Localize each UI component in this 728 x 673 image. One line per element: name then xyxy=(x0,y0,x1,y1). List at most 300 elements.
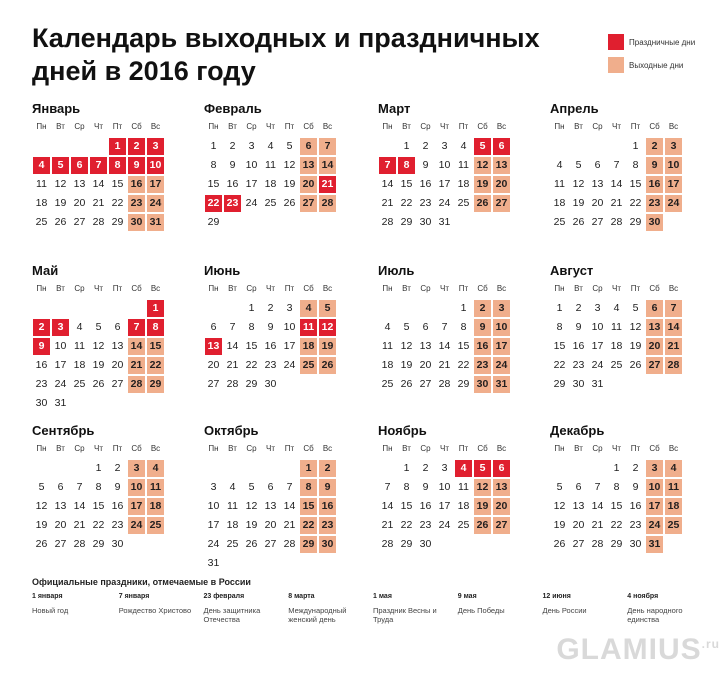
weekday-header: Пн xyxy=(208,122,219,131)
weekday-header: Вт xyxy=(56,284,65,293)
holiday-item xyxy=(627,593,711,624)
day-cell: 30 xyxy=(646,214,663,231)
month-name: Декабрь xyxy=(550,423,605,438)
day-cell: 22 xyxy=(400,519,413,531)
day-cell: 20 xyxy=(264,519,277,531)
day-cell: 22 xyxy=(205,195,222,212)
day-cell: 1 xyxy=(613,462,620,474)
weekday-header: Ср xyxy=(592,444,603,453)
day-cell: 29 xyxy=(400,216,413,228)
weekday-header: Вт xyxy=(402,122,411,131)
month-grid xyxy=(550,282,710,393)
day-cell: 6 xyxy=(210,321,217,333)
empty-cell xyxy=(379,138,396,155)
empty-cell xyxy=(417,300,434,317)
month-grid xyxy=(204,282,364,393)
day-cell: 31 xyxy=(493,376,510,393)
day-cell: 18 xyxy=(610,340,623,352)
day-cell: 21 xyxy=(226,359,239,371)
day-cell: 16 xyxy=(629,500,642,512)
day-cell: 2 xyxy=(128,138,145,155)
day-cell: 9 xyxy=(646,157,663,174)
day-cell: 17 xyxy=(128,498,145,515)
day-cell: 21 xyxy=(665,338,682,355)
day-cell: 2 xyxy=(422,140,429,152)
weekday-header: Сб xyxy=(303,444,314,453)
day-cell: 9 xyxy=(422,481,429,493)
weekday-header: Пн xyxy=(382,444,393,453)
weekday-header: Чт xyxy=(266,122,275,131)
weekday-header: Ср xyxy=(74,444,85,453)
day-cell: 30 xyxy=(419,538,432,550)
weekday-header: Вс xyxy=(150,122,161,131)
day-cell: 18 xyxy=(73,359,86,371)
day-cell: 26 xyxy=(474,195,491,212)
month-calendar xyxy=(32,422,192,553)
day-cell: 17 xyxy=(646,498,663,515)
day-cell: 17 xyxy=(438,178,451,190)
day-cell: 29 xyxy=(300,536,317,553)
weekday-header: Ср xyxy=(74,122,85,131)
day-cell: 31 xyxy=(207,557,220,569)
day-cell: 8 xyxy=(248,321,255,333)
day-cell: 8 xyxy=(613,481,620,493)
holiday-name: День защитника Отечества xyxy=(203,606,261,624)
day-cell: 5 xyxy=(632,302,639,314)
day-cell: 9 xyxy=(114,481,121,493)
day-cell: 25 xyxy=(73,378,86,390)
holiday-item xyxy=(373,593,457,624)
day-cell: 30 xyxy=(35,397,48,409)
day-cell: 4 xyxy=(229,481,236,493)
day-cell: 20 xyxy=(591,197,604,209)
day-cell: 17 xyxy=(147,176,164,193)
day-cell: 26 xyxy=(92,378,105,390)
weekday-header: Сб xyxy=(649,284,660,293)
day-cell: 27 xyxy=(493,195,510,212)
weekday-header: Чт xyxy=(266,444,275,453)
day-cell: 19 xyxy=(474,498,491,515)
day-cell: 2 xyxy=(33,319,50,336)
day-cell: 9 xyxy=(632,481,639,493)
day-cell: 13 xyxy=(73,178,86,190)
weekday-header: Чт xyxy=(94,284,103,293)
holiday-date: 8 марта xyxy=(288,593,315,600)
day-cell: 3 xyxy=(128,460,145,477)
day-cell: 27 xyxy=(572,538,585,550)
day-cell: 5 xyxy=(575,159,582,171)
day-cell: 29 xyxy=(207,216,220,228)
day-cell: 30 xyxy=(572,378,585,390)
day-cell: 29 xyxy=(629,216,642,228)
day-cell: 17 xyxy=(591,340,604,352)
day-cell: 12 xyxy=(92,340,105,352)
day-cell: 7 xyxy=(319,138,336,155)
day-cell: 3 xyxy=(594,302,601,314)
empty-cell xyxy=(71,138,88,155)
empty-cell xyxy=(224,460,241,477)
holiday-item xyxy=(288,593,372,624)
day-cell: 9 xyxy=(229,159,236,171)
empty-cell xyxy=(33,300,50,317)
day-cell: 7 xyxy=(229,321,236,333)
day-cell: 28 xyxy=(128,376,145,393)
day-cell: 7 xyxy=(613,159,620,171)
weekday-header: Сб xyxy=(477,444,488,453)
holiday-item xyxy=(458,593,542,624)
empty-cell xyxy=(589,138,606,155)
day-cell: 11 xyxy=(227,500,238,512)
weekday-header: Вс xyxy=(668,122,679,131)
weekday-header: Чт xyxy=(440,284,449,293)
day-cell: 11 xyxy=(147,479,164,496)
day-cell: 18 xyxy=(381,359,394,371)
day-cell: 24 xyxy=(245,197,258,209)
day-cell: 25 xyxy=(147,517,164,534)
day-cell: 4 xyxy=(460,140,467,152)
day-cell: 17 xyxy=(54,359,67,371)
day-cell: 20 xyxy=(54,519,67,531)
day-cell: 3 xyxy=(248,140,255,152)
day-cell: 19 xyxy=(245,519,258,531)
legend xyxy=(608,33,695,79)
day-cell: 17 xyxy=(245,178,258,190)
holiday-name: День Победы xyxy=(457,606,505,615)
day-cell: 11 xyxy=(36,178,47,190)
day-cell: 14 xyxy=(319,157,336,174)
weekday-header: Пт xyxy=(284,284,295,293)
day-cell: 20 xyxy=(111,359,124,371)
day-cell: 15 xyxy=(92,500,105,512)
weekday-header: Чт xyxy=(612,444,621,453)
day-cell: 13 xyxy=(572,500,585,512)
weekday-header: Вс xyxy=(322,284,333,293)
day-cell: 29 xyxy=(610,538,623,550)
day-cell: 2 xyxy=(632,462,639,474)
month-calendar xyxy=(550,422,710,553)
day-cell: 15 xyxy=(629,178,642,190)
weekday-header: Пн xyxy=(208,284,219,293)
day-cell: 5 xyxy=(248,481,255,493)
day-cell: 6 xyxy=(300,138,317,155)
day-cell: 13 xyxy=(419,340,432,352)
day-cell: 29 xyxy=(553,378,566,390)
day-cell: 8 xyxy=(95,481,102,493)
day-cell: 24 xyxy=(438,519,451,531)
day-cell: 25 xyxy=(457,197,470,209)
weekday-header: Вт xyxy=(574,444,583,453)
day-cell: 10 xyxy=(54,340,67,352)
day-cell: 1 xyxy=(403,462,410,474)
day-cell: 28 xyxy=(610,216,623,228)
day-cell: 10 xyxy=(646,479,663,496)
month-name: Август xyxy=(550,263,594,278)
day-cell: 27 xyxy=(54,538,67,550)
day-cell: 13 xyxy=(493,479,510,496)
month-name: Январь xyxy=(32,101,81,116)
day-cell: 24 xyxy=(665,195,682,212)
day-cell: 4 xyxy=(267,140,274,152)
day-cell: 23 xyxy=(111,519,124,531)
empty-cell xyxy=(243,460,260,477)
weekday-header: Пн xyxy=(554,122,565,131)
weekday-header: Сб xyxy=(303,284,314,293)
holiday-name: Праздник Весны и Труда xyxy=(373,606,437,624)
day-cell: 8 xyxy=(632,159,639,171)
day-cell: 26 xyxy=(35,538,48,550)
day-cell: 13 xyxy=(264,500,277,512)
day-cell: 6 xyxy=(493,138,510,155)
weekday-header: Пт xyxy=(112,444,123,453)
empty-cell xyxy=(224,300,241,317)
weekday-header: Вс xyxy=(322,122,333,131)
day-cell: 19 xyxy=(92,359,105,371)
day-cell: 16 xyxy=(419,178,432,190)
day-cell: 3 xyxy=(441,462,448,474)
day-cell: 10 xyxy=(665,157,682,174)
day-cell: 21 xyxy=(283,519,296,531)
holiday-date: 7 января xyxy=(118,593,150,600)
day-cell: 5 xyxy=(474,138,491,155)
day-cell: 27 xyxy=(419,378,432,390)
day-cell: 12 xyxy=(474,479,491,496)
day-cell: 14 xyxy=(226,340,239,352)
day-cell: 20 xyxy=(419,359,432,371)
empty-cell xyxy=(52,138,69,155)
weekday-header: Пн xyxy=(382,122,393,131)
day-cell: 27 xyxy=(111,378,124,390)
weekday-header: Ср xyxy=(592,122,603,131)
day-cell: 7 xyxy=(665,300,682,317)
day-cell: 18 xyxy=(553,197,566,209)
weekday-header: Пт xyxy=(630,444,641,453)
day-cell: 14 xyxy=(92,178,105,190)
day-cell: 15 xyxy=(147,338,164,355)
day-cell: 9 xyxy=(422,159,429,171)
day-cell: 4 xyxy=(665,460,682,477)
day-cell: 15 xyxy=(457,340,470,352)
day-cell: 14 xyxy=(73,500,86,512)
day-cell: 16 xyxy=(111,500,124,512)
month-name: Июнь xyxy=(204,263,241,278)
day-cell: 19 xyxy=(572,197,585,209)
day-cell: 19 xyxy=(283,178,296,190)
day-cell: 16 xyxy=(226,178,239,190)
day-cell: 7 xyxy=(384,481,391,493)
day-cell: 29 xyxy=(111,216,124,228)
empty-cell xyxy=(71,460,88,477)
day-cell: 22 xyxy=(553,359,566,371)
day-cell: 25 xyxy=(35,216,48,228)
day-cell: 12 xyxy=(54,178,67,190)
holiday-item xyxy=(32,593,116,624)
day-cell: 8 xyxy=(210,159,217,171)
holiday-date: 1 мая xyxy=(373,593,392,600)
empty-cell xyxy=(570,138,587,155)
day-cell: 24 xyxy=(128,517,145,534)
empty-cell xyxy=(128,300,145,317)
day-cell: 21 xyxy=(128,357,145,374)
empty-cell xyxy=(90,138,107,155)
month-grid xyxy=(550,442,710,553)
month-name: Февраль xyxy=(204,101,262,116)
holiday-date: 4 ноября xyxy=(627,593,659,600)
day-cell: 26 xyxy=(400,378,413,390)
day-cell: 1 xyxy=(556,302,563,314)
day-cell: 28 xyxy=(319,195,336,212)
day-cell: 5 xyxy=(95,321,102,333)
day-cell: 29 xyxy=(457,378,470,390)
page-title: Календарь выходных и праздничных дней в 2016 году xyxy=(32,23,540,86)
day-cell: 22 xyxy=(629,197,642,209)
day-cell: 24 xyxy=(493,357,510,374)
weekday-header: Пт xyxy=(630,284,641,293)
day-cell: 3 xyxy=(441,140,448,152)
empty-cell xyxy=(205,300,222,317)
day-cell: 12 xyxy=(283,159,296,171)
day-cell: 25 xyxy=(381,378,394,390)
day-cell: 26 xyxy=(319,357,336,374)
weekday-header: Пт xyxy=(458,444,469,453)
day-cell: 27 xyxy=(264,538,277,550)
weekday-header: Вс xyxy=(150,284,161,293)
day-cell: 13 xyxy=(205,338,222,355)
legend-weekend-label: Выходные дни xyxy=(629,60,684,70)
day-cell: 26 xyxy=(474,517,491,534)
weekday-header: Вт xyxy=(574,122,583,131)
day-cell: 6 xyxy=(71,157,88,174)
weekday-header: Чт xyxy=(266,284,275,293)
day-cell: 5 xyxy=(474,460,491,477)
weekday-header: Ср xyxy=(592,284,603,293)
weekday-header: Ср xyxy=(246,444,257,453)
month-name: Март xyxy=(378,101,411,116)
day-cell: 10 xyxy=(438,481,451,493)
month-grid xyxy=(32,442,192,553)
day-cell: 21 xyxy=(610,197,623,209)
day-cell: 6 xyxy=(594,159,601,171)
day-cell: 23 xyxy=(474,357,491,374)
holiday-name: День России xyxy=(542,606,587,615)
day-cell: 21 xyxy=(438,359,451,371)
weekday-header: Чт xyxy=(94,444,103,453)
weekday-header: Пт xyxy=(284,444,295,453)
weekday-header: Пн xyxy=(382,284,393,293)
day-cell: 21 xyxy=(319,176,336,193)
empty-cell xyxy=(379,300,396,317)
day-cell: 3 xyxy=(665,138,682,155)
weekday-header: Вс xyxy=(496,122,507,131)
day-cell: 30 xyxy=(629,538,642,550)
day-cell: 16 xyxy=(419,500,432,512)
day-cell: 14 xyxy=(438,340,451,352)
month-grid xyxy=(32,120,192,231)
day-cell: 25 xyxy=(264,197,277,209)
day-cell: 23 xyxy=(629,519,642,531)
weekday-header: Чт xyxy=(612,122,621,131)
day-cell: 12 xyxy=(629,321,642,333)
day-cell: 26 xyxy=(245,538,258,550)
day-cell: 27 xyxy=(493,517,510,534)
day-cell: 9 xyxy=(474,319,491,336)
day-cell: 1 xyxy=(109,138,126,155)
day-cell: 19 xyxy=(629,340,642,352)
day-cell: 20 xyxy=(73,197,86,209)
weekday-header: Ср xyxy=(246,284,257,293)
holiday-item xyxy=(204,593,288,624)
day-cell: 4 xyxy=(300,300,317,317)
day-cell: 13 xyxy=(591,178,604,190)
day-cell: 27 xyxy=(300,195,317,212)
empty-cell xyxy=(570,460,587,477)
day-cell: 18 xyxy=(147,498,164,515)
month-grid xyxy=(378,120,538,231)
day-cell: 22 xyxy=(92,519,105,531)
weekday-header: Вт xyxy=(402,284,411,293)
legend-holiday-label: Праздничные дни xyxy=(629,37,696,47)
day-cell: 29 xyxy=(400,538,413,550)
month-calendar xyxy=(204,422,364,572)
day-cell: 2 xyxy=(114,462,121,474)
day-cell: 20 xyxy=(300,176,317,193)
day-cell: 12 xyxy=(245,500,258,512)
day-cell: 31 xyxy=(438,216,451,228)
holiday-date: 9 мая xyxy=(457,593,477,600)
empty-cell xyxy=(551,138,568,155)
empty-cell xyxy=(589,460,606,477)
day-cell: 4 xyxy=(384,321,391,333)
day-cell: 20 xyxy=(646,338,663,355)
day-cell: 5 xyxy=(403,321,410,333)
day-cell: 23 xyxy=(224,195,241,212)
weekday-header: Вт xyxy=(228,284,237,293)
day-cell: 15 xyxy=(400,178,413,190)
day-cell: 7 xyxy=(128,319,145,336)
day-cell: 22 xyxy=(147,357,164,374)
empty-cell xyxy=(379,460,396,477)
weekday-header: Чт xyxy=(94,122,103,131)
day-cell: 9 xyxy=(575,321,582,333)
day-cell: 27 xyxy=(207,378,220,390)
day-cell: 31 xyxy=(54,397,67,409)
weekday-header: Вт xyxy=(574,284,583,293)
day-cell: 19 xyxy=(54,197,67,209)
day-cell: 1 xyxy=(210,140,217,152)
day-cell: 11 xyxy=(458,159,469,171)
day-cell: 30 xyxy=(419,216,432,228)
day-cell: 19 xyxy=(474,176,491,193)
weekday-header: Пн xyxy=(36,284,47,293)
month-grid xyxy=(550,120,710,231)
day-cell: 19 xyxy=(553,519,566,531)
day-cell: 6 xyxy=(114,321,121,333)
month-name: Сентябрь xyxy=(32,423,95,438)
day-cell: 2 xyxy=(319,460,336,477)
day-cell: 12 xyxy=(474,157,491,174)
day-cell: 1 xyxy=(632,140,639,152)
month-name: Май xyxy=(32,263,59,278)
day-cell: 29 xyxy=(147,376,164,393)
day-cell: 10 xyxy=(207,500,220,512)
month-calendar xyxy=(204,100,364,231)
day-cell: 23 xyxy=(264,359,277,371)
day-cell: 3 xyxy=(493,300,510,317)
day-cell: 2 xyxy=(646,138,663,155)
day-cell: 15 xyxy=(400,500,413,512)
day-cell: 23 xyxy=(419,197,432,209)
holiday-name: День народного единства xyxy=(627,606,683,624)
day-cell: 23 xyxy=(35,378,48,390)
